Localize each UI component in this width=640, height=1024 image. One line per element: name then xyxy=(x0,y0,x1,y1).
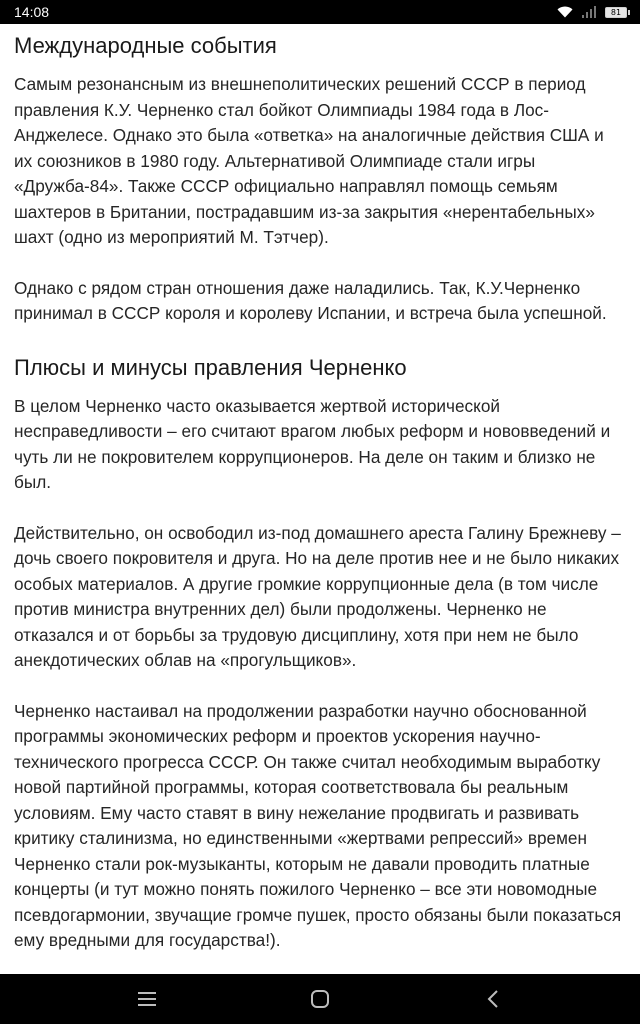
status-bar xyxy=(0,0,640,24)
menu-button[interactable] xyxy=(117,974,177,1024)
article-paragraph: Действительно, он освободил из-под домашнего ареста Галину Брежневу – дочь своего покровителя и друга. Но на деле против нее и не было никаких особых материалов. А другие громкие коррупционные дела (в том числе против министра внутренних дел) были продолжены. Черненко не отказался и от борьбы за трудовую дисциплину, хотя при нем не было анекдотических облав на «прогульщиков». xyxy=(14,522,621,670)
article-paragraph: Черненко настаивал на продолжении разработки научно обоснованной программы экономических реформ и проектов ускорения научно-технического прогресса СССР. Он также считал необходимым выработку новой партийной программы, которая соответствовала бы реальным условиям. Ему часто ставят в вину нежелание продвигать и развивать критику сталинизма, но единственными «жертвами репрессий» времен Черненко стали рок-музыканты, которым не давали проводить платные концерты (и тут можно понять пожилого Черненко – все эти новомодные псевдогармонии, звучащие громче пушек, просто обязаны были показаться ему вредными для государства!). xyxy=(14,700,622,950)
article-paragraph: Однако с рядом стран отношения даже наладились. Так, К.У.Черненко принимал в СССР короля и королеву Испании, и встреча была успешной. xyxy=(14,277,607,323)
battery-level: 81 xyxy=(605,7,627,18)
article-paragraph: Самым резонансным из внешнеполитических решений СССР в период правления К.У. Черненко стал бойкот Олимпиады 1984 года в Лос-Анджелесе. Однако это была «ответка» на аналогичные действия США и их союзников в 1980 году. Альтернативой Олимпиаде стали игры «Дружба-84». Также СССР официально направлял помощь семьям шахтеров в Британии, пострадавшим из-за закрытия «нерентабельных» шахт (одно из мероприятий М. Тэтчер). xyxy=(14,74,604,247)
battery-icon xyxy=(605,7,630,18)
article-paragraph: В целом Черненко часто оказывается жертвой исторической несправедливости – его считают врагом любых реформ и нововведений и чуть ли не покровителем коррупционеров. На деле он таким и близко не был. xyxy=(14,395,611,492)
home-icon xyxy=(310,989,330,1009)
status-icons xyxy=(557,6,630,18)
section-heading-pros-cons: Плюсы и минусы правления Черненко xyxy=(14,354,407,380)
home-button[interactable] xyxy=(290,974,350,1024)
status-time: 14:08 xyxy=(14,4,50,20)
back-button[interactable] xyxy=(463,974,523,1024)
section-heading-international: Международные события xyxy=(14,33,277,58)
wifi-icon xyxy=(557,6,573,18)
back-icon xyxy=(487,989,499,1009)
menu-icon xyxy=(138,992,156,1006)
article-content[interactable] xyxy=(0,24,640,974)
signal-icon xyxy=(582,6,596,18)
navigation-bar xyxy=(0,974,640,1024)
